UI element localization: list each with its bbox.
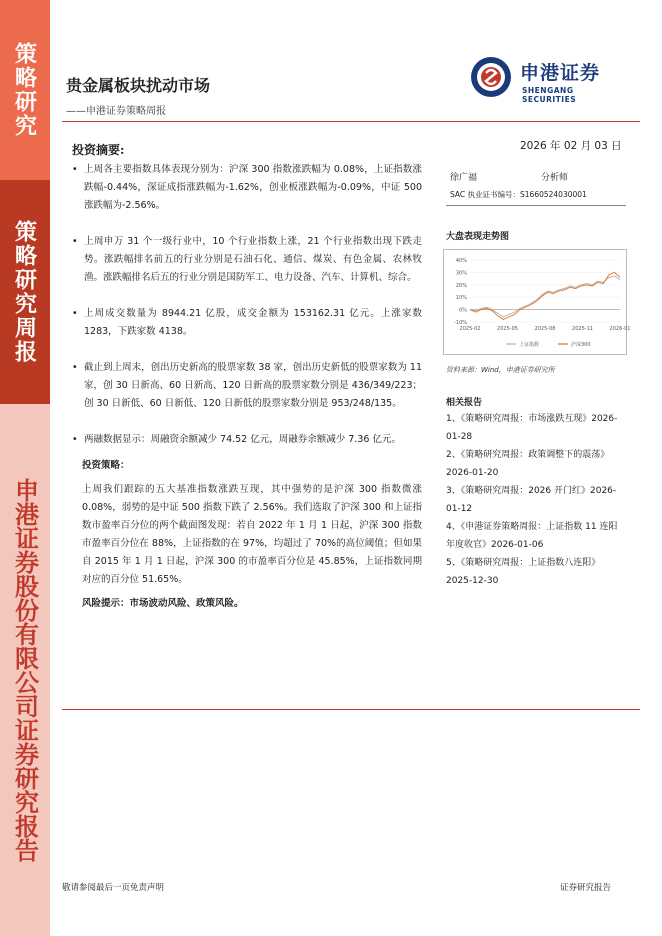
related-report-link[interactable]: 1、《策略研究周报：市场涨跌互现》2026-01-28	[446, 414, 618, 442]
chart-y-tick-label: 10%	[455, 295, 467, 302]
risk-notice: 风险提示：市场波动风险、政策风险。	[82, 598, 244, 609]
header-divider	[62, 121, 640, 122]
chart-x-tick-label: 2026-01	[609, 326, 631, 332]
market-chart-svg	[444, 250, 631, 354]
sidebar-band-report-type	[0, 180, 50, 404]
summary-bullet: • 上周各主要指数具体表现分别为：沪深 300 指数涨跌幅为 0.08%，上证指数涨跌幅-0.44%，深证成指涨跌幅为-1.62%，创业板涨跌幅为-0.09%，中证 500 涨跌幅为-2.56%。	[72, 161, 422, 215]
chart-series-line	[470, 272, 620, 319]
report-date: 2026 年 02 月 03 日	[520, 140, 622, 152]
chart-y-tick-label: -10%	[454, 320, 467, 326]
related-reports-heading: 相关报告	[446, 398, 483, 408]
summary-bullet: • 上周成交数量为 8944.21 亿股，成交金额为 153162.31 亿元。上涨家数 1283，下跌家数 4138。	[72, 305, 422, 341]
sidebar-report-type-label: 策略研究周报	[11, 220, 38, 364]
chart-x-tick-label: 2025-11	[572, 326, 593, 332]
market-chart	[443, 249, 631, 355]
chart-y-tick-label: 0%	[459, 307, 467, 314]
strategy-paragraph: 上周我们跟踪的五大基准指数涨跌互现，其中强势的是沪深 300 指数微涨 0.08%，弱势的是中证 500 指数下跌了 2.56%。我们选取了沪深 300 和上证指数市盈率百分位的两个截面图发现：若自 2022 年 1 月 1 日起，沪深 300 指数市盈率百分位在 88%，上证指数的在 97%，均超过了 70%的高位阈值；但如果自 2015 年 1 月 1 日起，沪深 300 的市盈率百分位是 45.85%，上证指数同期对应的百分位 51.65%。	[82, 484, 422, 585]
analyst-name: 徐广福	[450, 173, 478, 183]
summary-heading: 投资摘要:	[72, 143, 125, 157]
page-subtitle: ——申港证券策略周报	[66, 106, 166, 117]
logo-text-en: SHENGANG SECURITIES	[522, 86, 577, 104]
logo-text-cn: 申港证券	[520, 62, 601, 84]
strategy-heading: 投资策略：	[82, 460, 130, 471]
company-logo	[470, 56, 630, 102]
chart-y-tick-label: 30%	[455, 270, 467, 277]
footer-report-type: 证券研究报告	[560, 883, 612, 893]
related-reports-list	[446, 410, 626, 590]
related-report-link[interactable]: 2、《策略研究周报：政策调整下的震荡》2026-01-20	[446, 450, 610, 478]
chart-legend-label: 上证指数	[519, 342, 540, 348]
related-report-link[interactable]: 3、《策略研究周报：2026 开门红》2026-01-12	[446, 486, 617, 514]
chart-y-tick-label: 20%	[455, 282, 467, 289]
content-divider	[62, 709, 640, 710]
chart-title: 大盘表现走势图	[446, 232, 510, 242]
footer-disclaimer: 敬请参阅最后一页免责声明	[62, 883, 165, 893]
logo-mark-icon	[470, 56, 512, 98]
summary-bullet: • 两融数据显示：周融资余额减少 74.52 亿元，周融券余额减少 7.36 亿元。	[72, 431, 422, 449]
chart-y-tick-label: 40%	[455, 258, 467, 264]
chart-x-tick-label: 2025-08	[534, 326, 556, 332]
chart-x-tick-label: 2025-02	[459, 326, 481, 332]
analyst-title: 分析师	[541, 173, 569, 183]
related-report-link[interactable]: 4、《申港证券策略周报：上证指数 11 连阳年度收官》2026-01-06	[446, 522, 618, 550]
chart-x-tick-label: 2025-05	[497, 326, 518, 332]
analyst-divider	[446, 205, 626, 206]
summary-bullet: • 上周申万 31 个一级行业中，10 个行业指数上涨，21 个行业指数出现下跌走势。涨跌幅排名前五的行业分别是石油石化、通信、煤炭、有色金属、农林牧渔。涨跌幅排名后五的行业分别是国防军工、电力设备、汽车、计算机、综合。	[72, 233, 422, 287]
sidebar-band-company	[0, 404, 50, 936]
summary-bullet: • 截止到上周末，创出历史新高的股票家数 38 家，创出历史新低的股票家数为 11 家，创 30 日新高、60 日新高、120 日新高的股票家数分别是 436/349/223；创 30 日新低、60 日新低、120 日新低的股票家数分别是 953/248/135。	[72, 359, 422, 413]
main-content	[72, 161, 422, 613]
sidebar-company-label: 申港证券股份有限公司证券研究报告	[10, 478, 40, 862]
sidebar-band-category	[0, 0, 50, 180]
analyst-sac-number: SAC 执业证书编号：S1660524030001	[450, 190, 587, 199]
sidebar-category-label: 策略研究	[11, 42, 38, 138]
related-report-link[interactable]: 5、《策略研究周报：上证指数八连阳》2025-12-30	[446, 558, 601, 586]
chart-source: 资料来源：Wind，申港证券研究所	[446, 366, 555, 374]
page-title: 贵金属板块扰动市场	[66, 76, 211, 95]
chart-legend-label: 沪深300	[571, 342, 591, 348]
